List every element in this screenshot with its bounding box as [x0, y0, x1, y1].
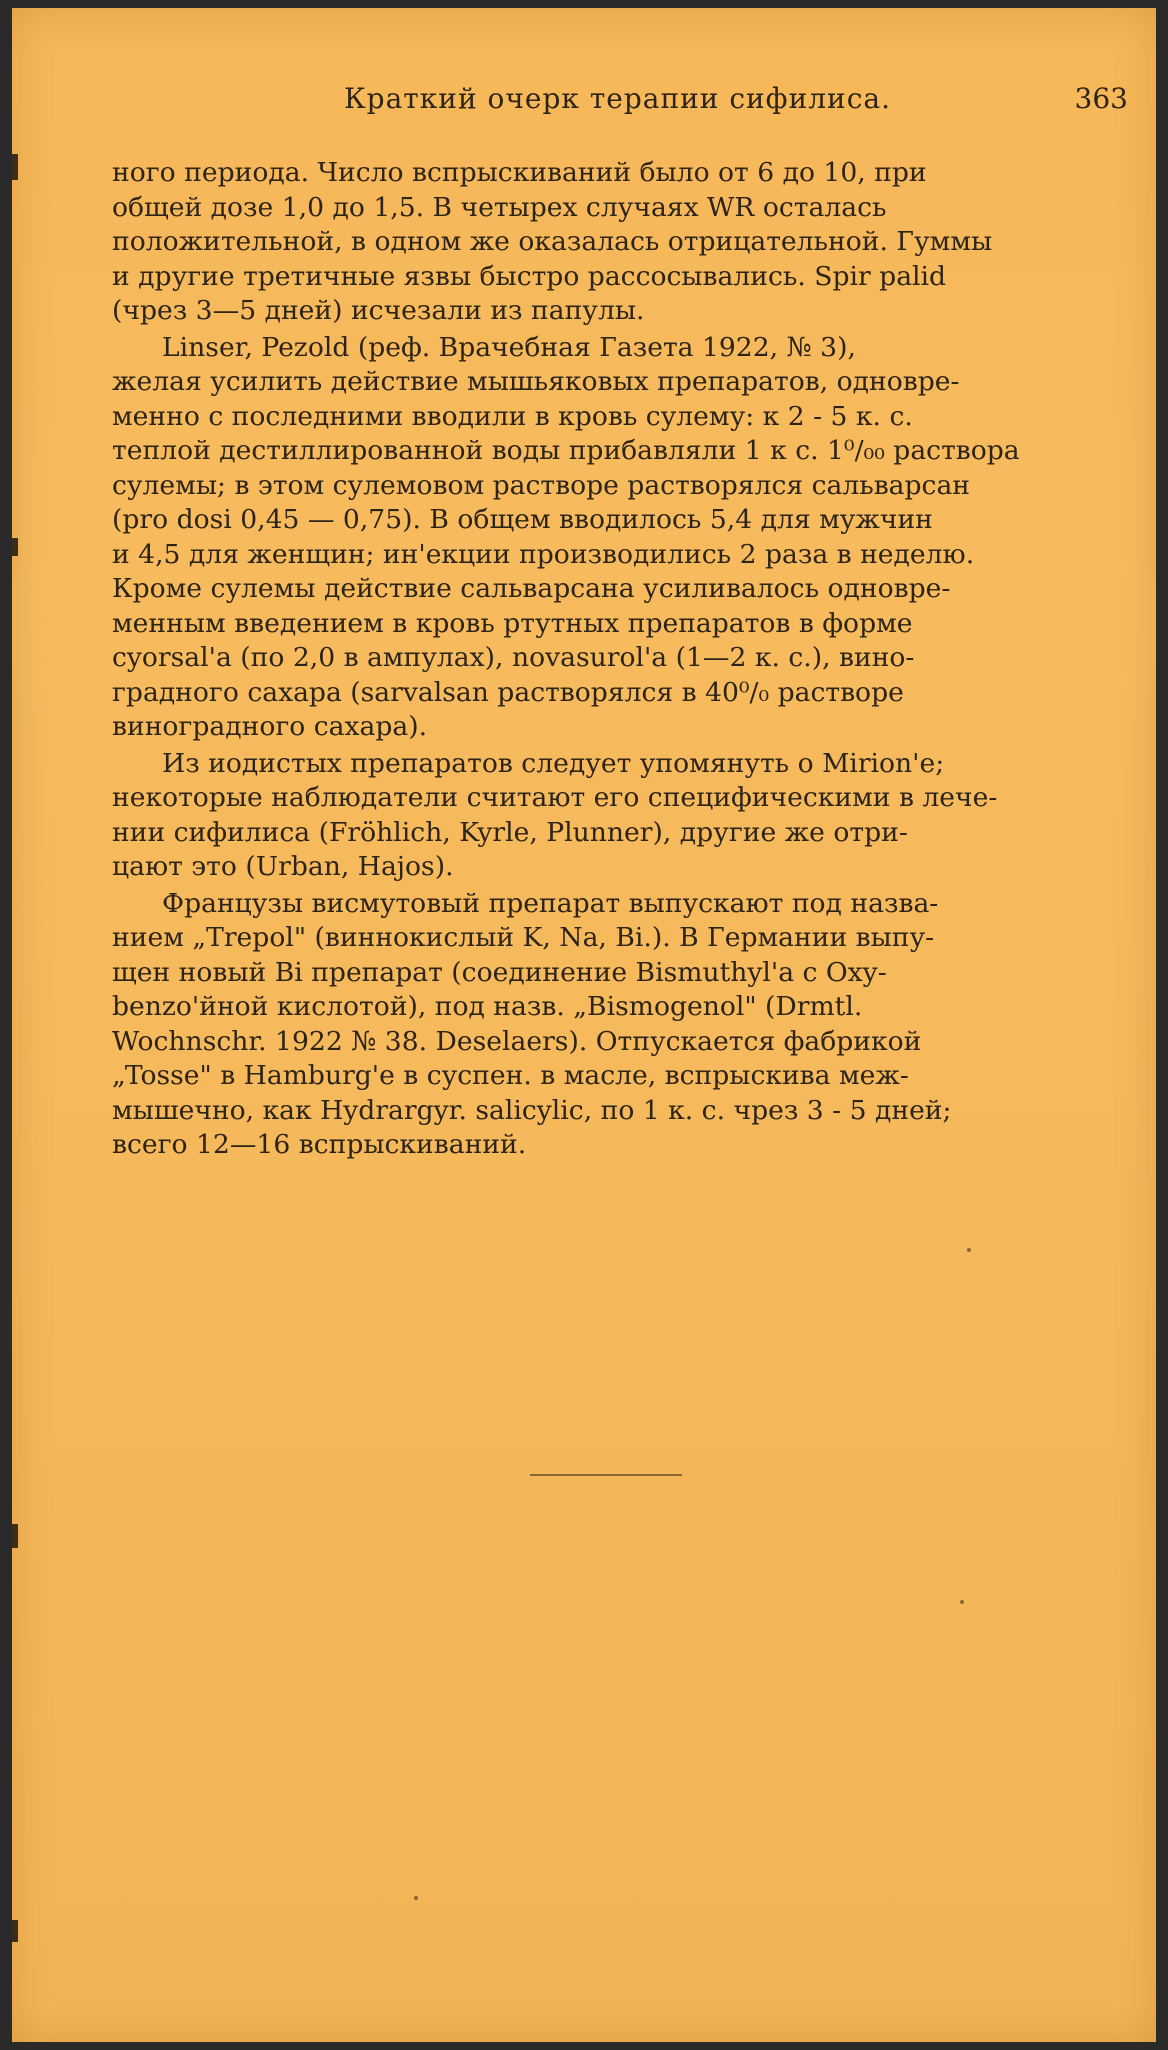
paragraph-2 [112, 331, 1128, 745]
running-title: Краткий очерк терапии сифилиса. [344, 82, 891, 115]
paper-speck [414, 1896, 418, 1900]
paragraph-4 [112, 887, 1128, 1163]
text-line: (чрез 3—5 дней) исчезали из папулы. [112, 295, 645, 326]
text-line: цают это (Urban, Hajos). [112, 851, 454, 882]
text-line: щен новый Bi препарат (соединение Bismuthyl'а с Oxy- [112, 956, 887, 988]
text-line: (pro dosi 0,45 — 0,75). В общем вводилось 5,4 для мужчин [112, 504, 933, 535]
paragraph-3 [112, 747, 1128, 885]
text-line: общей дозе 1,0 до 1,5. В четырех случаях WR осталась [112, 191, 887, 223]
text-line: cyorsal'а (по 2,0 в ампулах), novasurol'а (1—2 к. с.), вино- [112, 642, 915, 673]
text-line: всего 12—16 вспрыскиваний. [112, 1129, 527, 1160]
paper-speck [960, 1600, 964, 1604]
binding-mark [12, 538, 18, 556]
body-text [112, 156, 1128, 1165]
text-line: Кроме сулемы действие сальварсана усиливалось одновре- [112, 573, 951, 604]
binding-mark [12, 1920, 18, 1942]
text-line: и другие третичные язвы быстро рассосывались. Spir palid [112, 260, 947, 292]
binding-mark [12, 154, 18, 180]
text-line: желая усилить действие мышьяковых препаратов, одновре- [112, 366, 960, 397]
text-line: Из иодистых препаратов следует упомянуть о Mirion'е; [162, 747, 945, 779]
page-number: 363 [1074, 82, 1128, 115]
page-header [112, 76, 1128, 126]
text-line: градного сахара (sarvalsan растворялся в 40⁰/₀ растворе [112, 676, 904, 708]
text-line: benzo'йной кислотой), под назв. „Bismogenol" (Drmtl. [112, 991, 863, 1022]
text-line: нием „Trepol" (виннокислый K, Na, Bi.). В Германии выпу- [112, 922, 935, 953]
text-line: положительной, в одном же оказалась отрицательной. Гуммы [112, 226, 993, 257]
paragraph-1 [112, 156, 1128, 329]
text-line: нии сифилиса (Fröhlich, Kyrle, Plunner), другие же отри- [112, 816, 908, 848]
text-line: мышечно, как Hydrargyr. salicylic, по 1 к. с. чрез 3 - 5 дней; [112, 1094, 952, 1126]
text-line: теплой дестиллированной воды прибавляли 1 к с. 1⁰/₀₀ раствора [112, 435, 1020, 466]
text-line: менным введением в кровь ртутных препаратов в форме [112, 607, 913, 639]
paper-speck [967, 1248, 971, 1252]
book-page [12, 8, 1156, 2042]
text-line: „Tosse" в Hamburg'е в суспен. в масле, вспрыскива меж- [112, 1060, 909, 1091]
text-line: Французы висмутовый препарат выпускают под назва- [162, 887, 939, 919]
text-line: и 4,5 для женщин; ин'екции производились 2 раза в неделю. [112, 538, 975, 570]
text-line: Wochnschr. 1922 № 38. Deselaers). Отпускается фабрикой [112, 1025, 922, 1057]
text-line: сулемы; в этом сулемовом растворе растворялся сальварсан [112, 469, 971, 501]
text-line: некоторые наблюдатели считают его специфическими в лече- [112, 782, 998, 813]
text-line: ного периода. Число вспрыскиваний было от 6 до 10, при [112, 157, 927, 188]
section-divider [530, 1474, 682, 1476]
binding-mark [12, 1524, 18, 1548]
text-line: Linser, Pezold (реф. Врачебная Газета 1922, № 3), [162, 331, 856, 363]
text-line: менно с последними вводили в кровь сулему: к 2 - 5 к. с. [112, 400, 913, 432]
text-line: виноградного сахара). [112, 711, 428, 742]
